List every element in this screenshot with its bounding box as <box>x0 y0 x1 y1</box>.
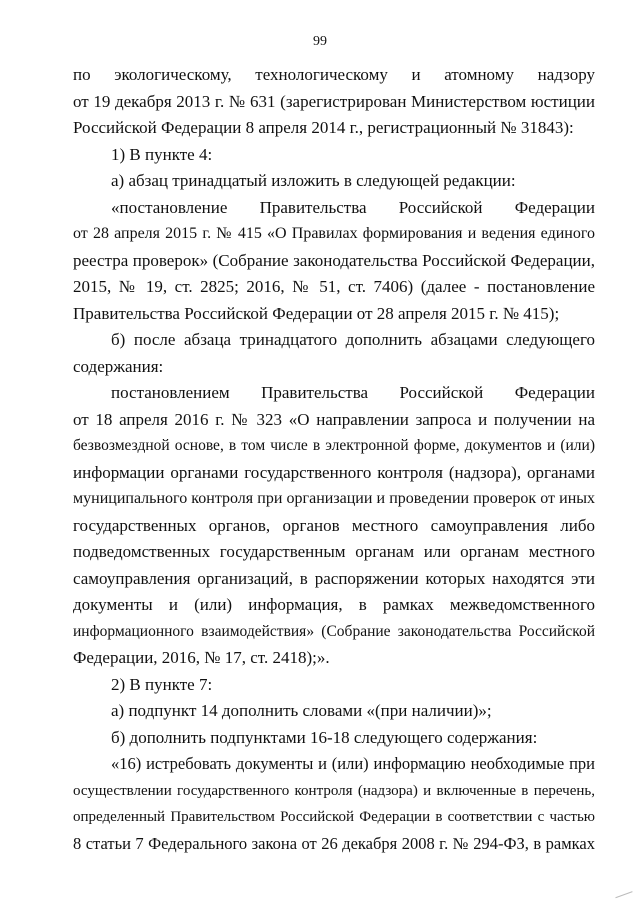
text-line: содержания: <box>73 356 164 376</box>
text-line: 2015, № 19, ст. 2825; 2016, № 51, ст. 7406) (далее - постановление <box>73 277 595 296</box>
text-line: от 19 декабря 2013 г. № 631 (зарегистрирован Министерством юстиции <box>73 91 595 111</box>
text-line: «16) истребовать документы и (или) информацию необходимые при <box>111 754 595 773</box>
text-line: Российской Федерации 8 апреля 2014 г., регистрационный № 31843): <box>73 118 574 137</box>
text-line: постановлением Правительства Российской Федерации <box>111 383 595 402</box>
text-line: информационного взаимодействия» (Собрание законодательства Российской <box>73 622 595 640</box>
text-line: документы и (или) информация, в рамках межведомственного <box>73 595 595 614</box>
text-line: от 28 апреля 2015 г. № 415 «О Правилах формирования и ведения единого <box>73 225 595 242</box>
text-line: «постановление Правительства Российской Федерации <box>111 197 595 217</box>
text-line: подведомственных государственным органам или органам местного <box>73 542 595 561</box>
text-line: самоуправления организаций, в распоряжении которых находятся эти <box>73 568 595 588</box>
text-line: Федерации, 2016, № 17, ст. 2418);». <box>73 648 330 667</box>
text-line: 1) В пункте 4: <box>111 144 213 164</box>
text-line: определенный Правительством Российской Федерации в соответствии с частью <box>73 809 595 825</box>
text-line: осуществлении государственного контроля (надзора) и включенные в перечень, <box>73 782 595 799</box>
body-text <box>73 62 595 857</box>
text-line: а) подпункт 14 дополнить словами «(при наличии)»; <box>111 701 492 720</box>
text-line: а) абзац тринадцатый изложить в следующей редакции: <box>111 171 516 190</box>
text-line: муниципального контроля при организации и проведении проверок от иных <box>73 490 595 507</box>
text-line: б) после абзаца тринадцатого дополнить абзацами следующего <box>111 330 595 349</box>
scan-edge-mark <box>615 891 634 904</box>
text-line: Правительства Российской Федерации от 28 апреля 2015 г. № 415); <box>73 303 560 323</box>
text-line: безвозмездной основе, в том числе в электронной форме, документов и (или) <box>73 437 595 454</box>
text-line: от 18 апреля 2016 г. № 323 «О направлении запроса и получении на <box>73 409 595 429</box>
text-line: 2) В пункте 7: <box>111 674 213 694</box>
text-line: б) дополнить подпунктами 16-18 следующего содержания: <box>111 727 538 747</box>
text-line: государственных органов, органов местного самоуправления либо <box>73 515 595 535</box>
page-number: 99 <box>313 34 327 49</box>
text-line: 8 статьи 7 Федерального закона от 26 декабря 2008 г. № 294-ФЗ, в рамках <box>73 833 595 853</box>
text-line: по экологическому, технологическому и атомному надзору <box>73 65 595 84</box>
text-line: реестра проверок» (Собрание законодательства Российской Федерации, <box>73 250 595 270</box>
text-line: информации органами государственного контроля (надзора), органами <box>73 462 595 482</box>
